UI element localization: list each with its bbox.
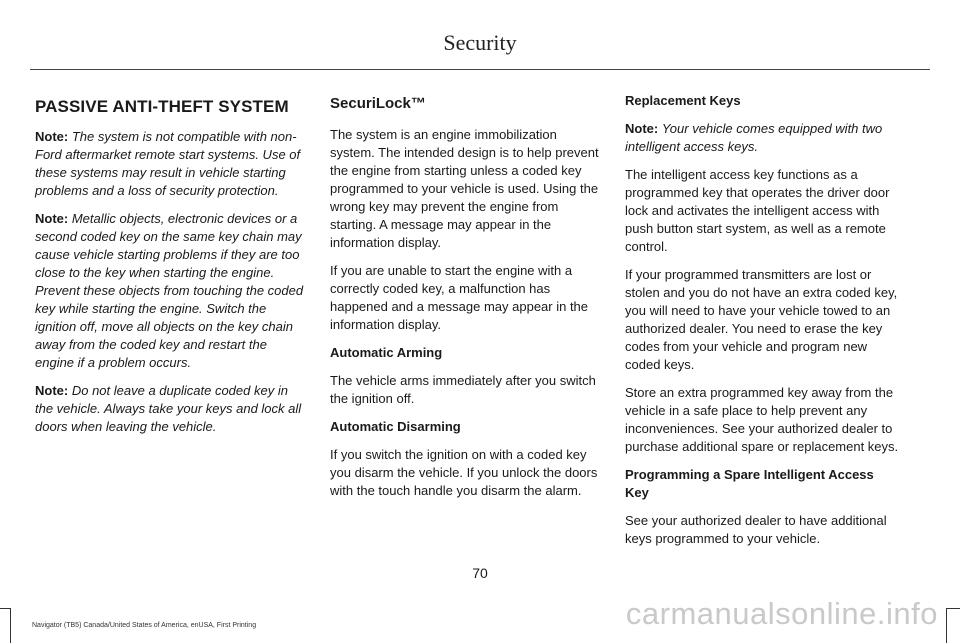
crop-mark bbox=[10, 608, 11, 643]
page-number: 70 bbox=[472, 565, 488, 581]
subheading-securilock: SecuriLock™ bbox=[330, 95, 426, 112]
section-heading-passive-anti-theft: PASSIVE ANTI-THEFT SYSTEM bbox=[35, 97, 289, 116]
column-left bbox=[35, 92, 307, 446]
note-label: Note: bbox=[35, 383, 69, 398]
note-text: The system is not compatible with non-Ford aftermarket remote start systems. Use of these systems may result in vehicle starting problems and a loss of security protection. bbox=[35, 129, 301, 198]
note-paragraph bbox=[625, 120, 900, 156]
note-text: Metallic objects, electronic devices or a second coded key on the same key chain may cause vehicle starting problems if they are too close to the key when starting the engine. Prevent these objects from touching the coded key while starting the engine. Switch the ignition off, move all objects on the key chain away from the coded key and restart the engine if a problem occurs. bbox=[35, 211, 304, 370]
page-header-title: Security bbox=[443, 30, 517, 55]
body-paragraph: If you switch the ignition on with a coded key you disarm the vehicle. If you unlock the doors with the touch handle you disarm the alarm. bbox=[330, 447, 598, 498]
note-label: Note: bbox=[35, 211, 69, 226]
crop-mark bbox=[0, 608, 11, 609]
crop-mark bbox=[946, 608, 947, 643]
column-middle bbox=[330, 92, 602, 510]
column-right bbox=[625, 92, 900, 558]
note-text: Your vehicle comes equipped with two intelligent access keys. bbox=[625, 121, 883, 154]
footer-edition-info: Navigator (TB5) Canada/United States of America, enUSA, First Printing bbox=[32, 622, 257, 629]
note-paragraph bbox=[35, 210, 307, 372]
note-label: Note: bbox=[625, 121, 659, 136]
body-paragraph: The vehicle arms immediately after you switch the ignition off. bbox=[330, 373, 596, 406]
header-divider bbox=[30, 69, 930, 70]
note-paragraph bbox=[35, 128, 307, 200]
subheading-replacement-keys: Replacement Keys bbox=[625, 93, 741, 108]
subheading-automatic-disarming: Automatic Disarming bbox=[330, 419, 461, 434]
note-text: Do not leave a duplicate coded key in the vehicle. Always take your keys and lock all doors when leaving the vehicle. bbox=[35, 383, 302, 434]
body-paragraph: If your programmed transmitters are lost or stolen and you do not have an extra coded key, you will need to have your vehicle towed to an authorized dealer. You need to erase the key codes from your vehicle and program new coded keys. bbox=[625, 267, 898, 372]
body-paragraph: See your authorized dealer to have additional keys programmed to your vehicle. bbox=[625, 513, 887, 546]
subheading-automatic-arming: Automatic Arming bbox=[330, 345, 443, 360]
body-paragraph: Store an extra programmed key away from the vehicle in a safe place to help prevent any inconveniences. See your authorized dealer to purchase additional spare or replacement keys. bbox=[625, 385, 899, 454]
note-paragraph bbox=[35, 382, 307, 436]
body-paragraph: If you are unable to start the engine with a correctly coded key, a malfunction has happened and a message may appear in the information display. bbox=[330, 263, 589, 332]
body-paragraph: The system is an engine immobilization system. The intended design is to help prevent the engine from starting unless a coded key programmed to your vehicle is used. Using the wrong key may prevent the engine from starting. A message may appear in the information display. bbox=[330, 127, 599, 250]
crop-mark bbox=[946, 608, 960, 609]
watermark-logo: carmanualsonline.info bbox=[625, 596, 938, 631]
body-paragraph: The intelligent access key functions as a programmed key that operates the driver door lock and activates the intelligent access with push button start system, as well as a remote control. bbox=[625, 167, 890, 254]
note-label: Note: bbox=[35, 129, 69, 144]
subheading-programming-spare-key: Programming a Spare Intelligent Access Key bbox=[625, 467, 874, 500]
